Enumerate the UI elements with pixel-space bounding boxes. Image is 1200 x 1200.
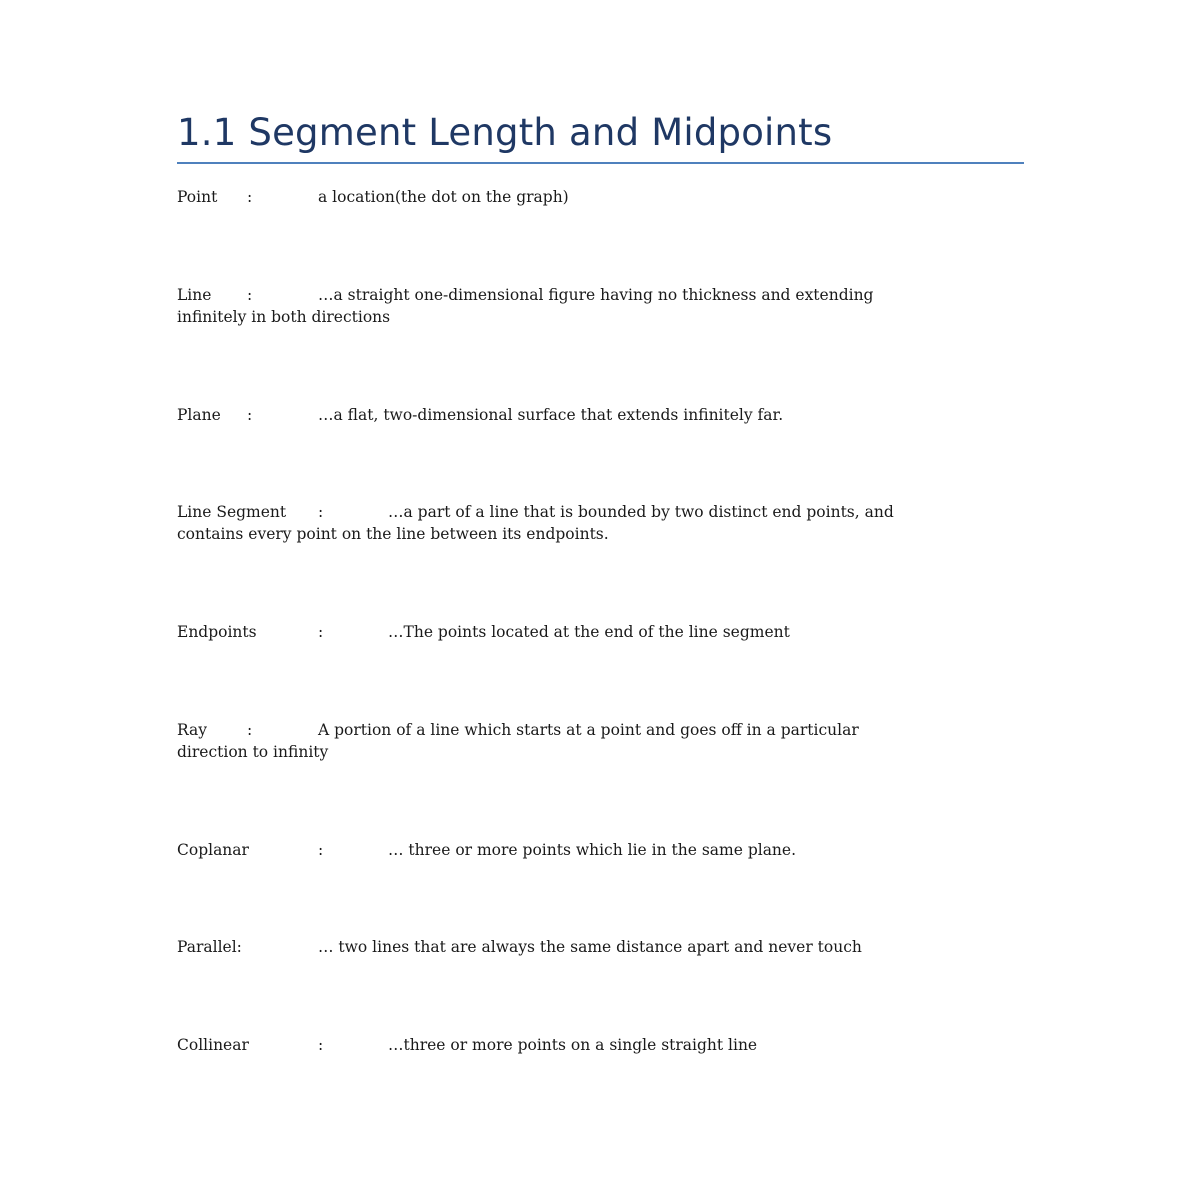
definition-parallel — [177, 936, 977, 958]
definition-text: …a straight one-dimensional figure having no thickness and extending — [318, 286, 874, 304]
title-underline — [177, 162, 1024, 164]
definition-text: A portion of a line which starts at a point and goes off in a particular — [318, 721, 859, 739]
term: Line — [177, 286, 212, 304]
term: Plane — [177, 406, 221, 424]
definition-text: … two lines that are always the same distance apart and never touch — [318, 938, 862, 956]
definition-text: …three or more points on a single straight line — [388, 1036, 758, 1054]
separator: : — [318, 841, 324, 859]
term: Endpoints — [177, 623, 257, 641]
separator: : — [247, 406, 253, 424]
term: Collinear — [177, 1036, 249, 1054]
definition-endpoints — [177, 621, 977, 643]
separator: : — [247, 286, 253, 304]
definition-continuation: infinitely in both directions — [177, 308, 391, 326]
page-title: 1.1 Segment Length and Midpoints — [177, 111, 833, 154]
term: Ray — [177, 721, 208, 739]
separator: : — [318, 623, 324, 641]
definition-ray — [177, 719, 977, 763]
definition-collinear — [177, 1034, 977, 1056]
term: Point — [177, 188, 218, 206]
definition-plane — [177, 404, 977, 426]
term: Parallel: — [177, 938, 242, 956]
term: Line Segment — [177, 503, 287, 521]
definition-text: …a flat, two-dimensional surface that extends infinitely far. — [318, 406, 784, 424]
separator: : — [318, 1036, 324, 1054]
definition-point — [177, 186, 977, 208]
definition-continuation: contains every point on the line between its endpoints. — [177, 525, 609, 543]
definition-text: a location(the dot on the graph) — [318, 188, 569, 206]
definition-coplanar — [177, 839, 977, 861]
separator: : — [247, 721, 253, 739]
separator: : — [318, 503, 324, 521]
term: Coplanar — [177, 841, 249, 859]
definition-line-segment — [177, 501, 977, 545]
separator: : — [247, 188, 253, 206]
definition-text: … three or more points which lie in the same plane. — [388, 841, 797, 859]
definition-text: …a part of a line that is bounded by two distinct end points, and — [388, 503, 894, 521]
definition-line — [177, 284, 977, 328]
definition-continuation: direction to infinity — [177, 743, 329, 761]
definition-text: …The points located at the end of the line segment — [388, 623, 790, 641]
